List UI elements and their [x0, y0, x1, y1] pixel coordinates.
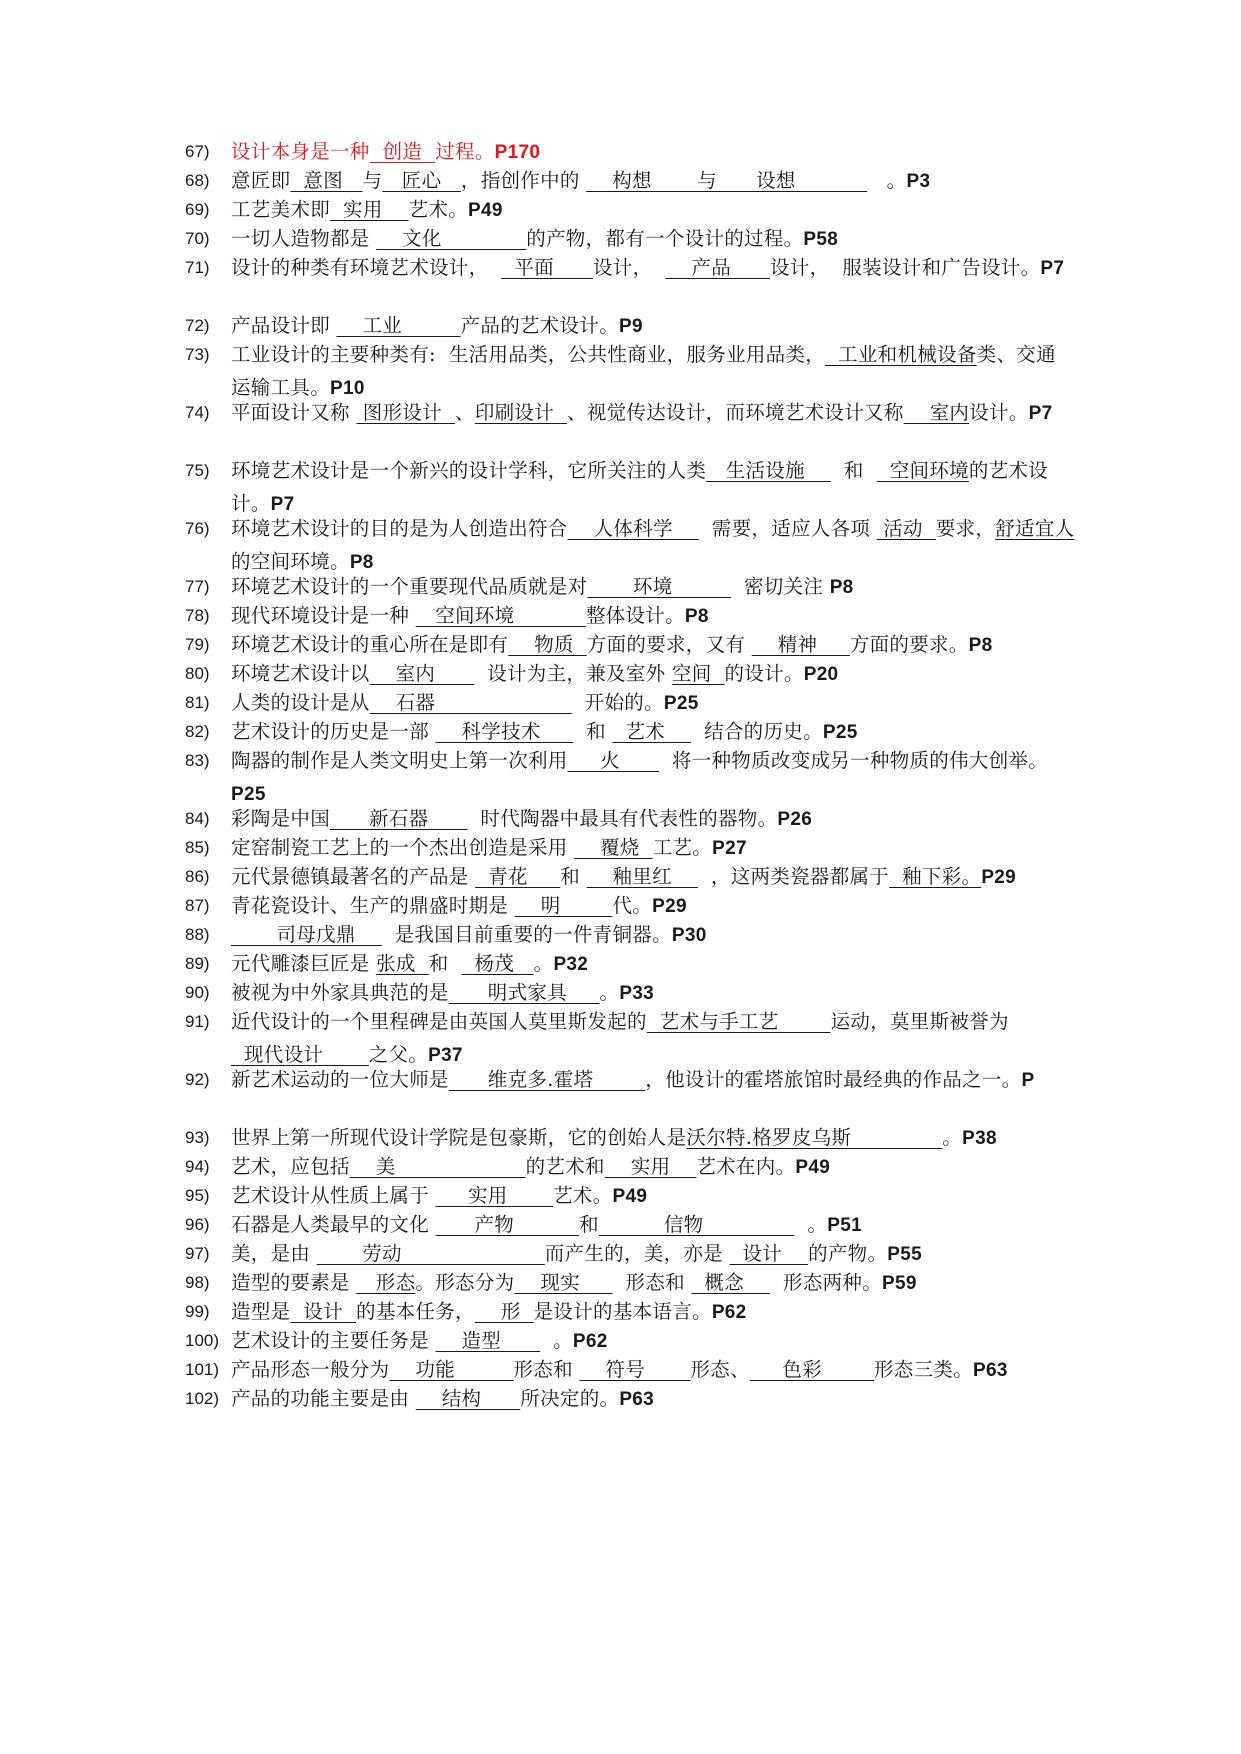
question-fragment: 艺术。 [553, 1184, 613, 1207]
fill-in-answer: 设计 [290, 1300, 357, 1323]
page-reference: P25 [822, 722, 858, 743]
fill-in-answer: 现代设计 [231, 1042, 369, 1066]
question-number: 70) [185, 229, 210, 248]
fill-in-answer: 司母戊鼎 [231, 923, 382, 946]
question-fragment: 产品设计即 [231, 314, 337, 337]
question-fragment: 环境艺术设计是一个新兴的设计学科，它所关注的人类 [231, 459, 707, 482]
fill-in-answer: 产物 [435, 1213, 580, 1236]
question-fragment: 石器是人类最早的文化 [231, 1213, 436, 1236]
fill-in-answer: 产品 [665, 256, 770, 279]
question-fragment: 设计， 服装设计和广告设计。 [770, 256, 1041, 279]
question-fragment: 平面设计又称 [231, 401, 357, 424]
question-number: 75) [185, 461, 210, 480]
fill-in-answer: 艺术 [612, 720, 692, 743]
question-number: 76) [185, 519, 210, 538]
question-fragment: 将一种物质改变成另一种物质的伟大创举。 [658, 749, 1049, 772]
fill-in-answer: 釉下彩。 [889, 865, 982, 888]
question-fragment: 形态和 [612, 1271, 692, 1294]
page-reference: P37 [428, 1044, 463, 1066]
question-fragment: 与 [362, 169, 383, 192]
question-number: 101) [185, 1360, 220, 1379]
question-fragment: 。 [599, 981, 620, 1004]
page-reference: P8 [349, 551, 374, 573]
question-fragment: 运动，莫里斯被誉为 [830, 1010, 1009, 1033]
question-fragment: 。 [942, 1126, 963, 1149]
question-fragment: 过程。 [435, 140, 495, 163]
question-text [231, 513, 1075, 579]
question-fragment: 。 [794, 1213, 828, 1236]
question-number: 67) [185, 142, 210, 161]
question-fragment: 设计本身是一种 [231, 140, 370, 163]
fill-in-answer: 杨茂 [461, 952, 534, 975]
question-fragment: 意匠即 [231, 169, 291, 192]
fill-in-answer: 环境 [587, 575, 731, 598]
question-number: 77) [185, 577, 210, 596]
question-text [231, 252, 1075, 286]
fill-in-answer: 美 [349, 1155, 526, 1178]
question-fragment: 开始的。 [571, 691, 664, 714]
page-reference: P25 [663, 693, 699, 714]
fill-in-answer: 意图 [290, 169, 363, 192]
fill-in-answer: 工业和机械设备 [825, 343, 977, 366]
question-fragment: 工艺美术即 [231, 198, 331, 221]
fill-in-answer: 明式家具 [448, 981, 600, 1004]
question-fragment: 形态三类。 [874, 1358, 974, 1381]
question-number: 94) [185, 1157, 210, 1176]
question-fragment: 陶器的制作是人类文明史上第一次利用 [231, 749, 568, 772]
question-fragment: 类、交通运输工具。 [231, 343, 1056, 399]
fill-in-answer: 空间环境 [415, 604, 586, 627]
page-reference: P3 [906, 171, 931, 192]
fill-in-answer: 结构 [415, 1387, 521, 1410]
question-fragment: 的设计。 [724, 662, 804, 685]
question-fragment: 艺术。 [408, 198, 469, 221]
question-fragment: 艺术设计从性质上属于 [231, 1184, 436, 1207]
question-number: 83) [185, 751, 210, 770]
question-number: 100) [185, 1331, 220, 1350]
question-number: 74) [185, 403, 210, 422]
page-reference: P10 [330, 377, 365, 399]
fill-in-answer: 艺术与手工艺 [646, 1010, 831, 1033]
fill-in-answer: 新石器 [330, 807, 468, 830]
question-number: 93) [185, 1128, 210, 1147]
page-reference: P51 [827, 1215, 862, 1236]
fill-in-answer: 空间 [671, 662, 725, 685]
fill-in-answer: 文化 [376, 227, 527, 250]
fill-in-answer: 人体科学 [567, 517, 699, 540]
question-fragment: 和 [560, 865, 587, 888]
fill-in-answer: 室内 [369, 662, 475, 685]
question-fragment: 被视为中外家具典范的是 [231, 981, 449, 1004]
question-number: 71) [185, 258, 210, 277]
fill-in-answer: 实用 [330, 198, 409, 221]
fill-in-answer: 覆烧 [574, 836, 653, 859]
question-fragment: 是设计的基本语言。 [533, 1300, 712, 1323]
question-fragment: ，指创作中的 [460, 169, 587, 192]
question-fragment: 美，是由 [231, 1242, 317, 1265]
fill-in-answer: 舒适宜人 [995, 517, 1075, 540]
question-fragment: 要求， [935, 517, 996, 540]
question-fragment: 艺术设计的历史是一部 [231, 720, 436, 743]
fill-in-answer: 色彩 [749, 1358, 874, 1381]
fill-in-answer: 石器 [369, 691, 572, 714]
question-fragment: 的艺术设计。 [231, 459, 1049, 515]
question-fragment: ，他设计的霍塔旅馆时最经典的作品之一。 [645, 1068, 1022, 1091]
fill-in-answer: 青花 [475, 865, 561, 888]
question-fragment: 造型的要素是 [231, 1271, 357, 1294]
fill-in-answer: 沃尔特.格罗皮乌斯 [686, 1126, 943, 1149]
question-fragment: 、 [455, 401, 475, 424]
question-text [231, 455, 1075, 521]
question-fragment: 近代设计的一个里程碑是由英国人莫里斯发起的 [231, 1010, 647, 1033]
question-fragment: 世界上第一所现代设计学院是包豪斯，它的创始人是 [231, 1126, 687, 1149]
page-reference: P62 [711, 1302, 747, 1323]
question-text [231, 1383, 1075, 1417]
page-reference: P58 [803, 229, 839, 250]
question-number: 95) [185, 1186, 210, 1205]
fill-in-answer: 室内 [903, 401, 970, 424]
page-reference: P59 [882, 1273, 917, 1294]
page-reference: P55 [887, 1244, 922, 1265]
question-fragment: 的空间环境。 [231, 549, 350, 573]
page-reference: P38 [962, 1128, 997, 1149]
fill-in-answer: 维克多.霍塔 [448, 1068, 646, 1091]
question-fragment: 。形态分为 [415, 1271, 515, 1294]
fill-in-answer: 造型 [435, 1329, 541, 1352]
fill-in-answer: 空间环境 [876, 459, 969, 482]
question-number: 73) [185, 345, 210, 364]
fill-in-answer: 实用 [435, 1184, 554, 1207]
question-fragment: 产品形态一般分为 [231, 1358, 390, 1381]
question-fragment: 青花瓷设计、生产的鼎盛时期是 [231, 894, 515, 917]
fill-in-answer: 概念 [691, 1271, 771, 1294]
fill-in-answer: 构想 与 设想 [586, 169, 868, 192]
question-fragment: 造型是 [231, 1300, 291, 1323]
question-fragment: 是我国目前重要的一件青铜器。 [381, 923, 672, 946]
page-reference: P25 [231, 783, 266, 805]
fill-in-answer: 实用 [604, 1155, 697, 1178]
question-fragment: 新艺术运动的一位大师是 [231, 1068, 449, 1091]
question-fragment: 设计， [593, 256, 666, 279]
question-fragment: 定窑制瓷工艺上的一个杰出创造是采用 [231, 836, 575, 859]
page-reference: P7 [270, 493, 295, 515]
question-number: 85) [185, 838, 210, 857]
question-fragment: 人类的设计是从 [231, 691, 370, 714]
page-reference: P170 [494, 142, 541, 163]
page-reference: P32 [553, 954, 589, 975]
fill-in-answer: 创造 [369, 140, 436, 163]
page-reference: P49 [612, 1186, 648, 1207]
question-fragment: 结合的历史。 [691, 720, 823, 743]
page-reference: P49 [468, 200, 503, 221]
question-fragment: 需要，适应人各项 [698, 517, 877, 540]
question-fragment: 。 [540, 1329, 573, 1352]
question-text [231, 1006, 1075, 1072]
question-fragment: 元代雕漆巨匠是 [231, 952, 377, 975]
question-number: 72) [185, 316, 210, 335]
question-fragment: 的产物，都有一个设计的过程。 [526, 227, 804, 250]
question-text [231, 339, 1075, 405]
page-reference: P7 [1028, 403, 1053, 424]
fill-in-answer: 活动 [876, 517, 936, 540]
fill-in-answer: 平面 [501, 256, 593, 279]
page-reference: P33 [619, 983, 655, 1004]
page-reference: P27 [712, 838, 747, 859]
question-fragment: 环境艺术设计的一个重要现代品质就是对 [231, 575, 588, 598]
page-reference: P30 [671, 925, 707, 946]
question-number: 92) [185, 1070, 210, 1089]
question-fragment: 密切关注 [730, 575, 830, 598]
question-number: 81) [185, 693, 210, 712]
fill-in-answer: 形 [474, 1300, 534, 1323]
fill-in-answer: 现实 [514, 1271, 613, 1294]
question-fragment: 艺术，应包括 [231, 1155, 350, 1178]
page-reference: P29 [981, 867, 1017, 888]
page-reference: P49 [795, 1157, 831, 1178]
question-fragment: 产品的功能主要是由 [231, 1387, 416, 1410]
question-number: 79) [185, 635, 210, 654]
question-fragment: 形态、 [690, 1358, 750, 1381]
page-reference: P26 [777, 809, 813, 830]
page-reference: P7 [1040, 258, 1065, 279]
question-number: 78) [185, 606, 210, 625]
fill-in-answer: 火 [567, 749, 659, 772]
question-fragment: 之父。 [368, 1042, 429, 1066]
page-reference: P8 [829, 577, 854, 598]
question-fragment: 设计的种类有环境艺术设计， [231, 256, 502, 279]
question-fragment: 和 [579, 1213, 599, 1236]
question-number: 87) [185, 896, 210, 915]
question-fragment: 元代景德镇最著名的产品是 [231, 865, 476, 888]
question-text [231, 1064, 1075, 1098]
question-number: 89) [185, 954, 210, 973]
fill-in-answer: 符号 [579, 1358, 691, 1381]
question-fragment: 所决定的。 [520, 1387, 620, 1410]
fill-in-answer: 形态 [356, 1271, 416, 1294]
fill-in-answer: 图形设计 [356, 401, 456, 424]
question-text [231, 745, 1075, 811]
fill-in-answer: 信物 [598, 1213, 795, 1236]
fill-in-answer: 印刷设计 [474, 401, 568, 424]
question-fragment: 时代陶器中最具有代表性的器物。 [467, 807, 778, 830]
question-number: 90) [185, 983, 210, 1002]
question-fragment: 形态两种。 [770, 1271, 883, 1294]
page-reference: P9 [619, 316, 643, 337]
question-fragment: 方面的要求，又有 [586, 633, 752, 656]
question-fragment: 方面的要求。 [849, 633, 969, 656]
page-reference: P8 [968, 635, 993, 656]
question-number: 102) [185, 1389, 220, 1408]
question-fragment: 艺术设计的主要任务是 [231, 1329, 436, 1352]
page-reference: P63 [973, 1360, 1008, 1381]
question-fragment: 。 [867, 169, 907, 192]
question-fragment: 整体设计。 [585, 604, 685, 627]
question-fragment: 和 [428, 952, 462, 975]
question-number: 80) [185, 664, 210, 683]
page-reference: P20 [803, 664, 839, 685]
question-number: 69) [185, 200, 210, 219]
fill-in-answer: 张成 [376, 952, 429, 975]
page-reference: P63 [619, 1389, 655, 1410]
question-fragment: 彩陶是中国 [231, 807, 331, 830]
question-fragment: 设计。 [969, 401, 1029, 424]
question-fragment: 的基本任务， [356, 1300, 475, 1323]
question-number: 97) [185, 1244, 210, 1263]
fill-in-answer: 精神 [751, 633, 850, 656]
question-fragment: 。 [533, 952, 554, 975]
question-fragment: 和 [573, 720, 613, 743]
question-number: 98) [185, 1273, 210, 1292]
fill-in-answer: 工业 [336, 314, 461, 337]
fill-in-answer: 匠心 [382, 169, 461, 192]
question-number: 91) [185, 1012, 210, 1031]
question-fragment: 产品的艺术设计。 [460, 314, 619, 337]
page-reference: P8 [684, 606, 709, 627]
fill-in-answer: 生活设施 [706, 459, 831, 482]
question-fragment: ，这两类瓷器都属于 [697, 865, 890, 888]
question-fragment: 代。 [612, 894, 653, 917]
question-number: 68) [185, 171, 210, 190]
question-number: 86) [185, 867, 210, 886]
question-fragment: 一切人造物都是 [231, 227, 377, 250]
question-fragment: 工艺。 [652, 836, 713, 859]
question-fragment: 环境艺术设计的重心所在是即有 [231, 633, 509, 656]
question-fragment: 的艺术和 [525, 1155, 605, 1178]
question-fragment: 环境艺术设计以 [231, 662, 370, 685]
fill-in-answer: 明 [514, 894, 613, 917]
question-fragment: 、视觉传达设计，而环境艺术设计又称 [567, 401, 904, 424]
question-number: 96) [185, 1215, 210, 1234]
fill-in-answer: 科学技术 [435, 720, 574, 743]
question-number: 99) [185, 1302, 210, 1321]
fill-in-answer: 物质 [508, 633, 587, 656]
question-fragment: 现代环境设计是一种 [231, 604, 416, 627]
fill-in-answer: 釉里红 [586, 865, 698, 888]
page-reference: P [1021, 1070, 1035, 1091]
question-fragment: 艺术在内。 [696, 1155, 796, 1178]
page-reference: P29 [652, 896, 687, 917]
question-fragment: 而产生的，美，亦是 [544, 1242, 730, 1265]
page-reference: P62 [572, 1331, 608, 1352]
question-text [231, 397, 1075, 431]
question-fragment: 和 [830, 459, 877, 482]
fill-in-answer: 功能 [389, 1358, 514, 1381]
question-number: 82) [185, 722, 210, 741]
question-fragment: 的产物。 [808, 1242, 888, 1265]
question-fragment: 工业设计的主要种类有: 生活用品类，公共性商业，服务业用品类， [231, 343, 826, 366]
question-fragment: 环境艺术设计的目的是为人创造出符合 [231, 517, 568, 540]
question-number: 84) [185, 809, 210, 828]
question-fragment: 设计为主，兼及室外 [474, 662, 672, 685]
fill-in-answer: 设计 [729, 1242, 809, 1265]
fill-in-answer: 劳动 [316, 1242, 545, 1265]
question-fragment: 形态和 [513, 1358, 580, 1381]
question-number: 88) [185, 925, 210, 944]
